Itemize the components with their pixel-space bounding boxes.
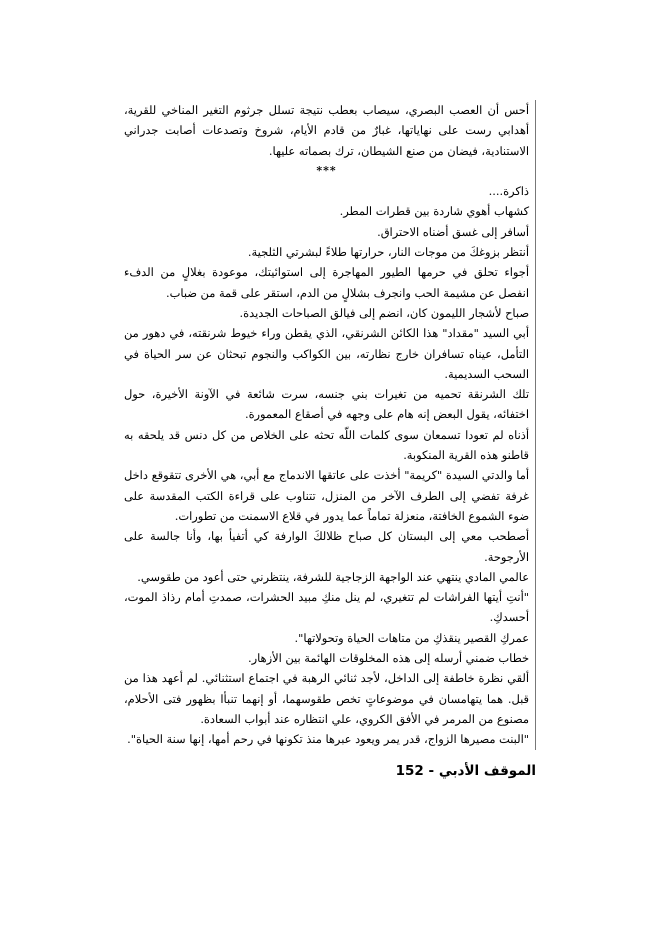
section-separator: *** <box>316 163 337 177</box>
paragraph: تلك الشرنقة تحميه من تغيرات بني جنسه، سرت شائعة في الآونة الأخيرة، حول اختفائه، يقول البعض إنه هام على وجهه في أصقاع المعمورة. <box>124 387 529 422</box>
paragraph: عمركِ القصير ينقذكِ من متاهات الحياة وتحولاتها". <box>294 630 529 645</box>
paragraph: "أنتِ أيتها الفراشات لم تتغيري، لم ينل منكِ مبيد الحشرات، صمدتِ أمام رذاذ الموت، أحسدكِ. <box>124 590 529 625</box>
paragraph: صباح لأشجار الليمون كان، انضم إلى فيالق الصباحات الجديدة. <box>239 305 529 320</box>
paragraph: خطاب ضمني أرسله إلى هذه المخلوقات الهائمة بين الأزهار. <box>247 651 529 666</box>
footer-separator: - <box>428 763 435 779</box>
page-footer <box>124 763 536 779</box>
paragraph: أصطحب معي إلى البستان كل صباح ظلالكَ الوارفة كي أتفيأ بها، وأنا جالسة على الأرجوحة. <box>124 529 529 564</box>
paragraph: عالمي المادي ينتهي عند الواجهة الزجاجية للشرفة، ينتظرني حتى أعود من طقوسي. <box>137 569 529 584</box>
paragraph: أما والدتي السيدة "كريمة" أخذت على عاتقها الاندماج مع أبي، هي الأخرى تتقوقع داخل غرفة تفضي إلى الطرف الآخر من المنزل، تتناوب على قراءة الكتب المقدسة على ضوء الشموع الخافتة، منعزلة تماماً عما يدور في قلاع الاسمنت من تطورات. <box>124 468 529 523</box>
paragraph: أنتظر بزوغكَ من موجات النار، حرارتها طلاءً لبشرتي الثلجية. <box>247 245 529 260</box>
paragraph: "البنت مصيرها الزواج، قدر يمر ويعود عبرها منذ تكونها في رحم أمها، إنها سنة الحياة". <box>127 732 529 747</box>
paragraph: كشهاب أهوي شاردة بين قطرات المطر. <box>339 204 529 219</box>
paragraph: أبي السيد "مقداد" هذا الكائن الشرنقي، الذي يقطن وراء خيوط شرنقته، في دهور من التأمل، عيناه تسافران خارج نظارته، بين الكواكب والنجوم تبحثان عن سر الحياة في السحب السديمية. <box>124 326 529 381</box>
paragraph: ألقي نظرة خاطفة إلى الداخل، لأجد ثنائي الرهبة في اجتماع استثنائي. لم أعهد هذا من قبل. هما يتهامسان في موضوعاتٍ تخص طقوسهما، أو إنهما تنبأا بظهور فتى الأحلام، مصنوع من المرمر في الأفق الكروي، علي انتظاره عند أبواب السعادة. <box>124 671 529 726</box>
page-number: 152 <box>395 763 424 779</box>
paragraph: أجواء تحلق في حرمها الطيور المهاجرة إلى استوائيتك، موعودة بغلالٍ من الدفء انفصل عن مشيمة الحب وانجرف بشلالٍ من الدم، استقر على قمة من ضباب. <box>124 265 529 300</box>
paragraph: أسافر إلى غسق أضناه الاحتراق. <box>377 224 529 239</box>
paragraph: أذناه لم تعودا تسمعان سوى كلمات اللّه تحثه على الخلاص من كل دنس قد يلحقه به قاطنو هذه القرية المنكوبة. <box>124 427 529 463</box>
paragraph: أحس أن العصب البصري، سيصاب بعطب نتيجة تسلل جرثوم التغير المناخي للقرية، أهدابي رست على نهاياتها، غبارٌ من قادم الأيام، شروخ وتصدعات أصابت جدراني الاستنادية، فيضان من صنع الشيطان، ترك بصماته عليها. <box>124 103 529 158</box>
article-body <box>124 100 536 750</box>
magazine-name: الموقف الأدبي <box>438 763 536 779</box>
paragraph: ذاكرة.... <box>488 184 529 199</box>
